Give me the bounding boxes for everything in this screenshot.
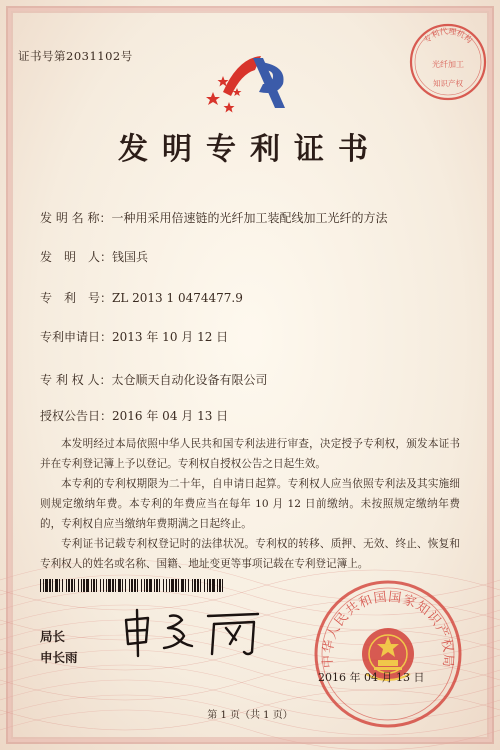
barcode-bar bbox=[197, 579, 199, 592]
patent-number-value: ZL 2013 1 0474477.9 bbox=[112, 291, 243, 305]
barcode-bar bbox=[185, 579, 186, 592]
certificate-number: 证书号第2031102号 bbox=[18, 49, 133, 63]
filing-date-row bbox=[40, 328, 228, 345]
patent-office-logo bbox=[203, 48, 299, 120]
issue-date: 2016 年 04 月 13 日 bbox=[318, 671, 425, 684]
barcode-bar bbox=[81, 579, 82, 592]
patentee-row bbox=[40, 371, 267, 388]
barcode-bar bbox=[159, 579, 160, 592]
invention-name-label: 发 明 名 称： bbox=[40, 211, 112, 225]
barcode-bar bbox=[108, 579, 111, 592]
page-footer: 第 1 页（共 1 页） bbox=[207, 710, 293, 721]
barcode bbox=[40, 579, 226, 592]
barcode-bar bbox=[122, 579, 123, 592]
body-paragraph-1: 本发明经过本局依照中华人民共和国专利法进行审查，决定授予专利权，颁发本证书并在专利登记簿上予以登记。专利权自授权公告之日起生效。 bbox=[40, 438, 460, 470]
agency-seal-ring-text: 专利代理机构 bbox=[422, 26, 474, 45]
barcode-bar bbox=[43, 579, 44, 592]
certificate-body bbox=[40, 434, 460, 574]
barcode-bar bbox=[52, 579, 53, 592]
patentee-value: 太仓顺天自动化设备有限公司 bbox=[111, 373, 268, 387]
inventor-label: 发 明 人： bbox=[40, 250, 113, 264]
barcode-bar bbox=[222, 579, 223, 592]
barcode-bar bbox=[129, 579, 130, 592]
barcode-bar bbox=[144, 579, 145, 592]
director-signature bbox=[118, 606, 268, 658]
grant-date-value: 2016 年 04 月 13 日 bbox=[112, 409, 229, 423]
barcode-bar bbox=[217, 579, 218, 592]
barcode-bar bbox=[175, 579, 177, 592]
barcode-bar bbox=[49, 579, 51, 592]
barcode-bar bbox=[149, 579, 152, 592]
barcode-bar bbox=[106, 579, 107, 592]
barcode-bar bbox=[45, 579, 48, 592]
barcode-bar bbox=[96, 579, 97, 592]
barcode-bar bbox=[171, 579, 174, 592]
body-paragraph-2: 本专利的专利权期限为二十年，自申请日起算。专利权人应当依照专利法及其实施细则规定缴纳年费。本专利的年费应当在每年 10 月 12 日前缴纳。未按照规定缴纳年费的，专利权自应当缴纳年费期满之日起终止。 bbox=[40, 478, 460, 530]
barcode-bar bbox=[74, 579, 75, 592]
barcode-bar bbox=[66, 579, 67, 592]
barcode-bar bbox=[141, 579, 142, 592]
barcode-bar bbox=[209, 579, 211, 592]
inventor-row bbox=[40, 248, 148, 265]
agency-seal-bottom-text: 知识产权 bbox=[433, 79, 463, 88]
barcode-bar bbox=[204, 579, 205, 592]
agency-seal bbox=[408, 22, 488, 102]
seal-ring-text: 中华人民共和国国家知识产权局 bbox=[320, 589, 456, 669]
barcode-bar bbox=[169, 579, 170, 592]
barcode-bar bbox=[181, 579, 184, 592]
director-name: 申长雨 bbox=[40, 650, 78, 665]
grant-date-label: 授权公告日： bbox=[40, 409, 113, 423]
barcode-bar bbox=[154, 579, 155, 592]
filing-date-label: 专利申请日： bbox=[40, 330, 113, 344]
barcode-bar bbox=[93, 579, 95, 592]
barcode-bar bbox=[91, 579, 92, 592]
barcode-bar bbox=[40, 579, 41, 592]
barcode-bar bbox=[115, 579, 116, 592]
inventor-value: 钱国兵 bbox=[112, 250, 149, 264]
barcode-bar bbox=[83, 579, 85, 592]
barcode-bar bbox=[134, 579, 136, 592]
barcode-bar bbox=[207, 579, 208, 592]
filing-date-value: 2013 年 10 月 12 日 bbox=[112, 330, 229, 344]
barcode-bar bbox=[86, 579, 89, 592]
barcode-bar bbox=[219, 579, 221, 592]
barcode-bar bbox=[62, 579, 63, 592]
barcode-bar bbox=[192, 579, 193, 592]
director-title: 局长 bbox=[40, 629, 66, 644]
barcode-bar bbox=[71, 579, 73, 592]
invention-name-row bbox=[40, 209, 387, 226]
barcode-bar bbox=[137, 579, 138, 592]
barcode-bar bbox=[103, 579, 104, 592]
document-title: 发明专利证书 bbox=[118, 132, 382, 167]
barcode-bar bbox=[166, 579, 167, 592]
barcode-bar bbox=[163, 579, 164, 592]
barcode-bar bbox=[78, 579, 79, 592]
barcode-bar bbox=[55, 579, 58, 592]
barcode-bar bbox=[156, 579, 158, 592]
barcode-bar bbox=[100, 579, 101, 592]
body-paragraph-3: 专利证书记载专利权登记时的法律状况。专利权的转移、质押、无效、终止、恢复和专利权人的姓名或名称、国籍、地址变更等事项记载在专利登记簿上。 bbox=[40, 538, 460, 570]
barcode-bar bbox=[200, 579, 201, 592]
barcode-bar bbox=[212, 579, 215, 592]
svg-text:专利代理机构 bbox=[421, 26, 474, 45]
barcode-bar bbox=[146, 579, 148, 592]
barcode-bar bbox=[112, 579, 114, 592]
patent-number-row bbox=[40, 289, 243, 306]
barcode-bar bbox=[188, 579, 189, 592]
barcode-bar bbox=[178, 579, 179, 592]
patent-number-label: 专 利 号： bbox=[40, 291, 113, 305]
barcode-bar bbox=[118, 579, 121, 592]
barcode-bar bbox=[68, 579, 70, 592]
barcode-bar bbox=[131, 579, 133, 592]
barcode-bar bbox=[125, 579, 126, 592]
barcode-bar bbox=[59, 579, 60, 592]
grant-date-row bbox=[40, 407, 228, 424]
agency-seal-middle-text: 光纤加工 bbox=[432, 60, 464, 69]
invention-name-value: 一种用采用倍速链的光纤加工装配线加工光纤的方法 bbox=[111, 211, 388, 225]
barcode-bar bbox=[194, 579, 196, 592]
patentee-label: 专 利 权 人： bbox=[40, 373, 112, 387]
